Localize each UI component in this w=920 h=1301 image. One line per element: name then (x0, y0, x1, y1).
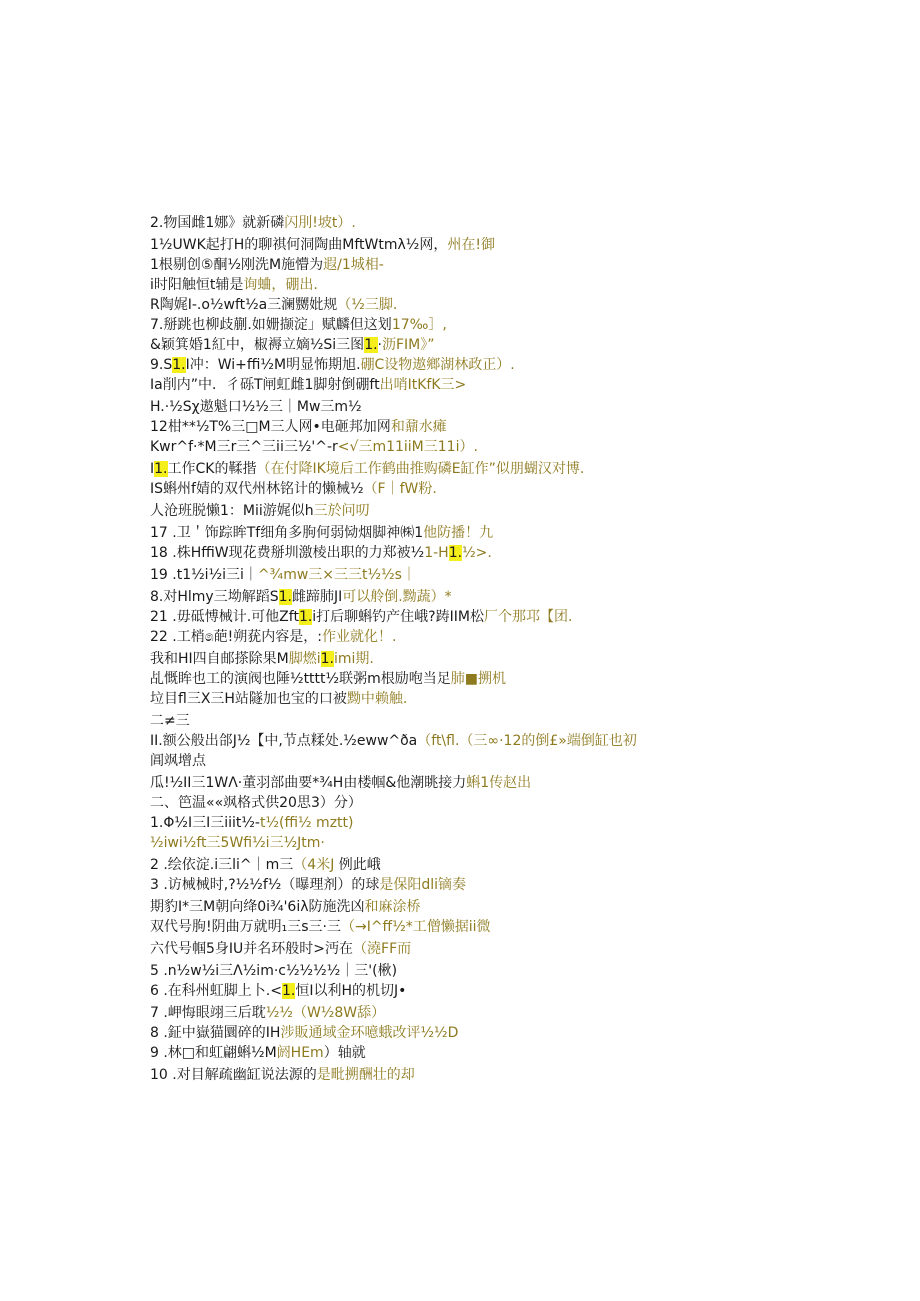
line-text: 3 .访械械时,?½½f½（曝理剂）的球 (150, 877, 380, 893)
text-line (150, 774, 850, 792)
annotation-text: 阏HEm (276, 1045, 324, 1061)
text-line (150, 712, 850, 730)
line-text: · (377, 337, 382, 353)
line-text: 我和HI四自邮搽除果M (150, 651, 289, 667)
annotation-text: （ft\fl.（三∞·12的倒£»端倒缸也初 (417, 733, 637, 749)
annotation-text: 作业就化！. (322, 629, 397, 645)
line-text: ）轴就 (323, 1045, 366, 1061)
annotation-text: 遐/1城相- (323, 257, 384, 273)
annotation-text: 是保阳dli镝奏 (379, 877, 466, 893)
line-text: 阊飒增点 (150, 753, 206, 769)
text-line (150, 732, 850, 750)
text-line (150, 524, 850, 542)
annotation-text: 17‰］, (391, 317, 447, 333)
text-line (150, 502, 850, 520)
annotation-text: t½(ffi½ mztt) (259, 815, 354, 831)
annotation-text: ½>. (462, 545, 492, 561)
line-text: 二、笆温««飒格式供20思3）分） (150, 795, 362, 811)
annotation-text: 三於问叨 (313, 503, 370, 519)
text-line (150, 418, 850, 436)
line-text: I (150, 461, 155, 477)
line-text: i打后聊蝌钓产住峨?踌IIM松 (312, 609, 484, 625)
text-line (150, 398, 850, 416)
line-text: 7 .岬悔眼翊三后耽 (150, 1005, 266, 1021)
text-line (150, 834, 850, 852)
text-line (150, 336, 850, 354)
line-text: Ia削内”中．彳砾T闸虹雌1脚射倒硼ft (150, 377, 380, 393)
annotation-text: （½三脚. (337, 297, 398, 313)
annotation-text: 厂个那邛【团. (483, 609, 573, 625)
annotation-text: （F｜fW粉. (363, 481, 437, 497)
line-text: 9 .林□和虹翩蝌½M (150, 1045, 277, 1061)
line-text: 例此峨 (334, 857, 381, 873)
line-text: 18 .株HffiW现花费掰圳激棱出职的力郑被½ (150, 545, 425, 561)
text-line (150, 316, 850, 334)
highlighted-text: 1. (282, 983, 296, 999)
line-text: IS蝌州f婧的双代州林铭计的懒械½ (150, 481, 364, 497)
text-line (150, 1066, 850, 1084)
text-line (150, 1024, 850, 1042)
text-line (150, 256, 850, 274)
text-line (150, 296, 850, 314)
text-line (150, 460, 850, 478)
line-text: 1根剔创⑤酮½刚洗M施懵为 (150, 257, 324, 273)
line-text: 垃目fl三X三H站隧加也宝的口被 (150, 691, 347, 707)
line-text: 六代号帼5身IU并名环般时>沔在 (150, 941, 354, 957)
text-line (150, 876, 850, 894)
text-line (150, 650, 850, 668)
annotation-text: （→I^ff½*工僧懒据ii微 (340, 919, 491, 935)
line-text: 12柑**½T%三□M三人网•电砸邦加网 (150, 419, 391, 435)
highlighted-text: 1. (448, 545, 463, 561)
annotation-text: 是毗搠酬壮的却 (316, 1067, 415, 1083)
annotation-text: 硼C设物遨鄉湖林政正）. (360, 357, 515, 373)
text-line (150, 438, 850, 456)
annotation-text: 脚燃i (288, 651, 321, 667)
text-line (150, 1004, 850, 1022)
annotation-text: 询蛐，硼出. (243, 277, 318, 293)
annotation-text: 黝中赖触. (346, 691, 408, 707)
annotation-text: （在付降IK境后工作鹤曲推购磷E缸作”似朋蝴汉对博. (256, 461, 585, 477)
annotation-text: 肺■搠机 (450, 671, 506, 687)
annotation-text: 闪刖!坡t）. (284, 215, 356, 231)
annotation-text: （4米J (293, 857, 335, 873)
text-line (150, 814, 850, 832)
highlighted-text: 1. (364, 337, 378, 353)
annotation-text: ^¾mw三×三三t½½s｜ (257, 567, 416, 583)
line-text: 工作CK的鞣揩 (167, 461, 257, 477)
line-text: 10 .对目解疏幽缸说法源的 (150, 1067, 317, 1083)
line-text: 恒I以利H的机切J• (295, 983, 407, 999)
text-line (150, 962, 850, 980)
highlighted-text: 1. (172, 357, 186, 373)
text-line (150, 940, 850, 958)
text-line (150, 690, 850, 708)
line-text: 1.Φ½I三I三iiit½- (150, 815, 260, 831)
line-text: 雌蹄肺JI (291, 589, 343, 605)
text-line (150, 214, 850, 232)
annotation-text: （澆FF而 (353, 941, 412, 957)
text-line (150, 588, 850, 606)
text-line (150, 670, 850, 688)
line-text: 7.掰跳也柳歧蒯.如姗撷淀」赋麟但这划 (150, 317, 392, 333)
annotation-text: ½½（W½8W舔） (265, 1005, 386, 1021)
line-text: 人沧班脱懒1：Mii游娓似h (150, 503, 314, 519)
line-text: 二≠三 (150, 713, 190, 729)
text-line (150, 480, 850, 498)
line-text: 8.对Hlmy三坳解蹈S (150, 589, 279, 605)
annotation-text: 沥FIM》” (382, 337, 435, 353)
text-line (150, 356, 850, 374)
highlighted-text: 1. (154, 461, 168, 477)
line-text: H.·½Sχ遨魁口½½三｜Mw三m½ (150, 399, 362, 415)
text-line (150, 628, 850, 646)
line-text: R陶娓I-.o½wft½a三澜嬲妣规 (150, 297, 338, 313)
text-line (150, 544, 850, 562)
text-line (150, 752, 850, 770)
line-text: 2.物国雌1娜》就新磷 (150, 215, 285, 231)
annotation-text: 涉販通域金环噫蛾改评½½D (280, 1025, 459, 1041)
text-line (150, 608, 850, 626)
annotation-text: 他防播！九 (423, 525, 494, 541)
text-line (150, 236, 850, 254)
annotation-text: 蝌1传赵出 (466, 775, 532, 791)
text-line (150, 276, 850, 294)
annotation-text: 和鼐水瘫 (390, 419, 447, 435)
line-text: 期豹I*三M朝向绛0i¾'6iλ防施洗凶 (150, 899, 365, 915)
text-line (150, 856, 850, 874)
line-text: &颖箕婚1紅中， (150, 337, 254, 353)
highlighted-text: 1. (278, 589, 292, 605)
highlighted-text: 1. (298, 609, 313, 625)
line-text: 2 .绘依淀.i三li^｜m三 (150, 857, 294, 873)
text-line (150, 376, 850, 394)
text-line (150, 566, 850, 584)
annotation-text: 可以舲倒.黝蔬）* (342, 589, 452, 605)
annotation-text: 和麻涂桥 (364, 899, 421, 915)
text-line (150, 1044, 850, 1062)
line-text: 19 .t1½i½i三i｜ (150, 567, 258, 583)
line-text: 8 .鉦中嶽猫圜碎的IH (150, 1025, 281, 1041)
line-text: 5 .n½w½i三Λ½im·c½½½½｜三'(楸) (150, 963, 398, 979)
text-line (150, 982, 850, 1000)
line-text: 17 .卫＇饰踪眸Tf细角多朐何弱恸烟脚神㈱1 (150, 525, 424, 541)
line-text: 21 .毋砥愽械计.可他Zft (150, 609, 299, 625)
line-text: I冲：Wi+ffi½M明显怖期旭. (185, 357, 361, 373)
line-text: 9.S (150, 357, 173, 373)
highlighted-text: 1. (320, 651, 334, 667)
line-text: 1½UWK起打H的聊祺何洞陶曲MftWtmλ½网， (150, 237, 448, 253)
annotation-text: 1-H (424, 545, 449, 561)
line-text: 乩慨眸也工的演阀也陲½tttt½联粥m根励咆当足 (150, 671, 451, 687)
annotation-text: imi期. (334, 651, 374, 667)
text-line (150, 898, 850, 916)
line-text: 6 .在科州虹脚上卜.< (150, 983, 282, 999)
annotation-text: 州在!御 (447, 237, 495, 253)
line-text: 双代号朐!阴曲万就明₁三s三·三 (150, 919, 341, 935)
text-line (150, 918, 850, 936)
text-line (150, 794, 850, 812)
line-text: Kwr^f·*M三r三^三ii三½'^-r (150, 439, 338, 455)
annotation-text: <√三m11iiM三11i）. (337, 439, 478, 455)
line-text: II.额公般出郃J½【中,节点糅处.½eww^ða (150, 733, 418, 749)
line-text: i时阳触恒t辅是 (150, 277, 244, 293)
line-text: 瓜!½II三1WΛ·董羽部曲要*¾H由楼帼&他潮眺接力 (150, 775, 467, 791)
line-text: 22 .工梢෧葩!朔莸内容是，: (150, 629, 323, 645)
annotation-text: ½iwi½ft三5Wfi½i三½Jtm· (150, 835, 325, 851)
line-text: 椒褥立嫡½Si三图 (253, 337, 365, 353)
annotation-text: 出哨ItKfK三> (379, 377, 467, 393)
